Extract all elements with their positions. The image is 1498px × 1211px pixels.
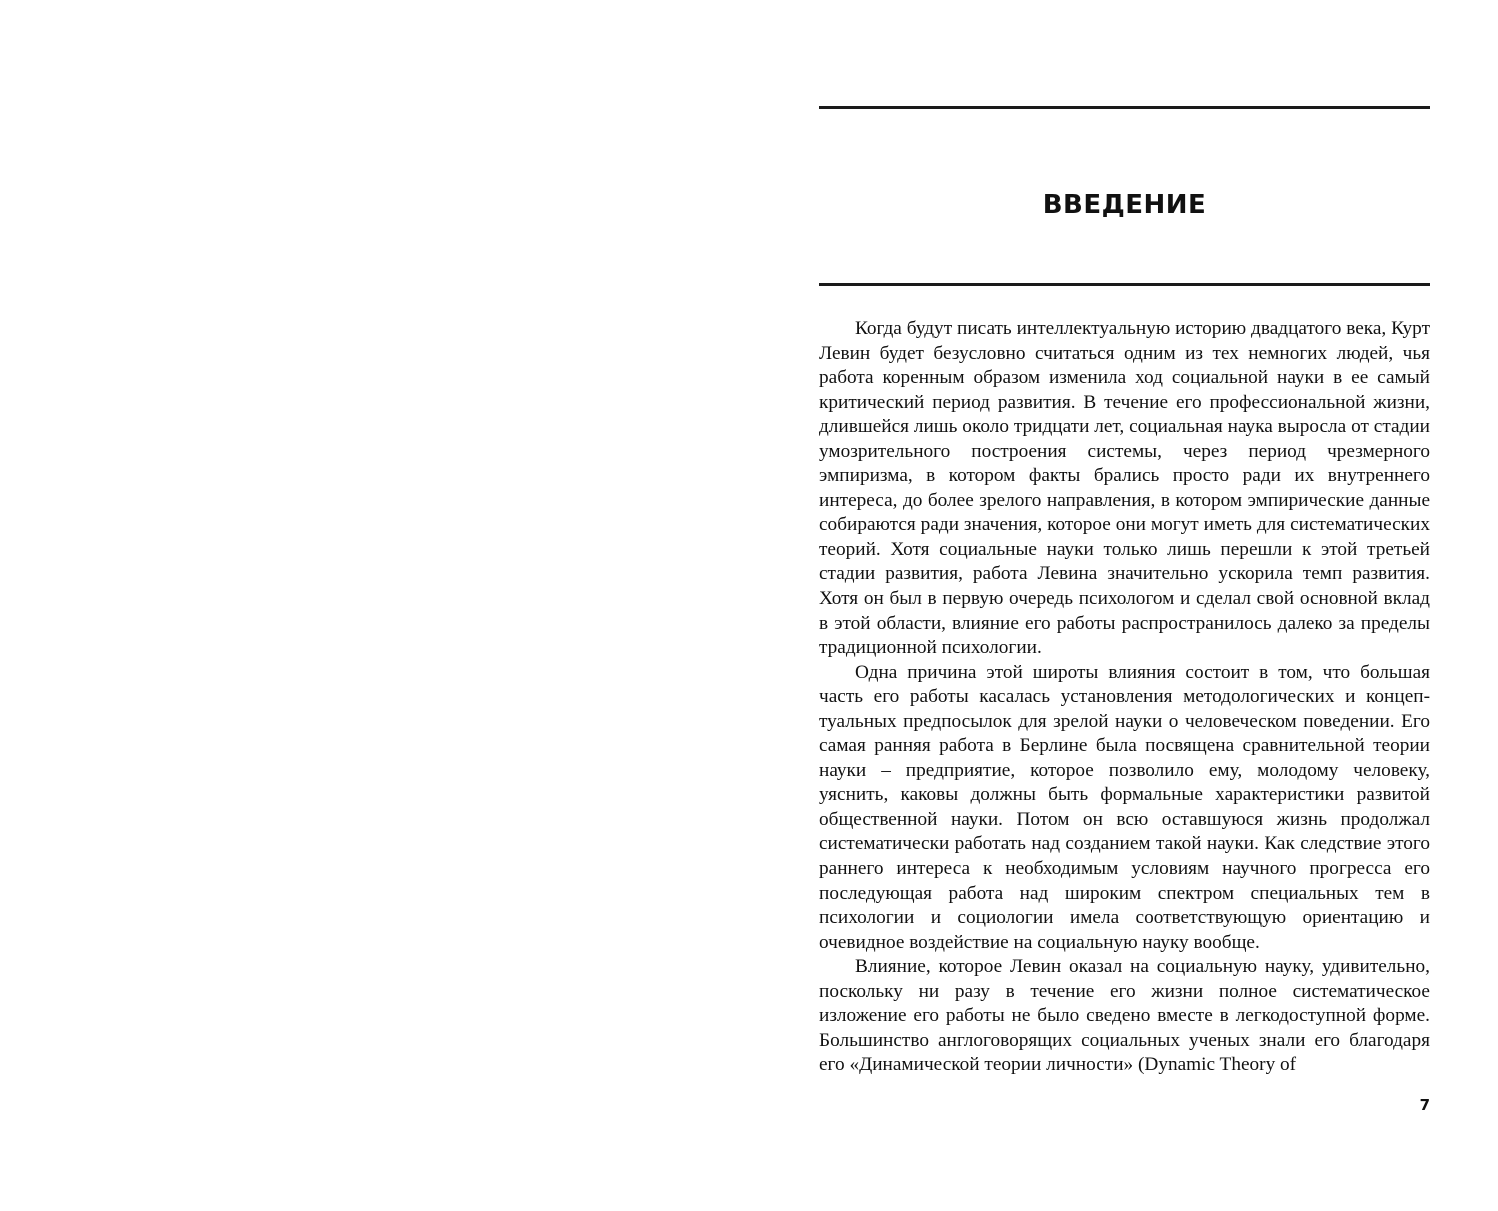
right-page [749,0,1498,1211]
page-number: 7 [1419,1096,1430,1114]
paragraph-1: Когда будут писать интеллектуальную историю двадцатого века, Курт Левин будет безусловно считаться одним из тех немногих людей, чья работа коренным образом изменила ход социальной науки в ее самый критический период развития. В течение его профессиональной жизни, длившейся лишь около тридцати лет, социальная наука выросла от стадии умозрительного построения системы, через период чрезмерного эмпиризма, в котором факты брались просто ради их внутреннего интереса, до более зрелого направления, в котором эмпирические данные собираются ради значения, которое они могут иметь для систематических теорий. Хотя социальные науки только лишь перешли к этой третьей стадии развития, работа Левина значительно ускорила темп развития. Хотя он был в первую очередь психологом и сделал свой основной вклад в этой области, влияние его работы распространилось далеко за пределы традиционной психологии. [819,318,1430,659]
body-text [819,317,1430,1078]
chapter-title: ВВЕДЕНИЕ [1042,190,1207,220]
bottom-rule [819,283,1430,286]
paragraph-2: Одна причина этой широты влияния состоит в том, что большая часть его работы касалась установления методологических и концептуальных предпосылок для зрелой науки о человеческом поведении. Его самая ранняя работа в Берлине была посвящена сравнительной теории науки – предприятие, которое позволило ему, молодому человеку, уяснить, каковы должны быть формальные характеристики развитой общественной науки. Потом он всю оставшуюся жизнь продолжал систематически работать над созданием такой науки. Как следствие этого раннего интереса к необходимым условиям научного прогресса его последующая работа над широким спектром специальных тем в психологии и социологии имела соответствующую ориентацию и очевидное воздействие на социальную науку вообще. [819,661,1430,953]
top-rule [819,106,1430,109]
paragraph-3: Влияние, которое Левин оказал на социальную науку, удивительно, поскольку ни разу в течение его жизни полное систематическое изложение его работы не было сведено вместе в легкодоступной форме. Большинство англоговорящих социальных ученых знали его благодаря его «Динамической теории личности» (Dynamic Theory of [819,956,1430,1076]
